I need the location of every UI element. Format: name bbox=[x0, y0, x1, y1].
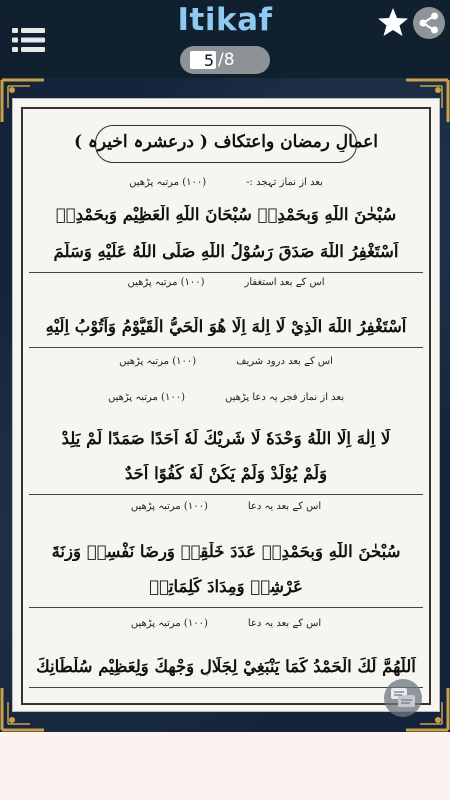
instruction-line bbox=[29, 501, 423, 512]
dua-line: سُبْحٰنَ اللّٰهِ وَبِحَمْدِهٖ سُبْحَانَ اللّٰهِ الْعَظِيْمِ وَبِحَمْدِهٖ bbox=[55, 205, 397, 224]
section-divider bbox=[29, 687, 423, 688]
page-indicator bbox=[180, 46, 270, 74]
page-number-input[interactable] bbox=[190, 51, 216, 69]
dua-line: اَللّٰهُمَّ لَكَ الْحَمْدُ كَمَا يَنْبَغِيْ لِجَلَالِ وَجْهِكَ وَلِعَظِيْمِ سُلْطَانِكَ bbox=[36, 657, 416, 676]
dua-line: وَلَمْ يُوْلَدْ وَلَمْ يَكُنْ لَّهٗ كُفُوًا اَحَدٌ bbox=[124, 464, 328, 483]
repeat-count: (۱۰۰) مرتبہ پڑھیں bbox=[107, 392, 185, 403]
instruction-line bbox=[29, 618, 423, 629]
share-icon[interactable] bbox=[412, 6, 446, 40]
scanned-page bbox=[12, 98, 440, 712]
instruction-text: اس کے بعد یہ دعا bbox=[247, 618, 322, 629]
instruction-text: اس کے بعد استغفار bbox=[244, 277, 325, 288]
section-divider bbox=[29, 607, 423, 608]
page-heading: اعمالِ رمضان واعتکاف ( درعشرہ اخیرہ ) bbox=[73, 132, 379, 152]
dua-line: عَرْشِهٖ وَمِدَادَ كَلِمَاتِهٖ bbox=[149, 577, 303, 596]
repeat-count: (۱۰۰) مرتبہ پڑھیں bbox=[130, 618, 208, 629]
dua-line: سُبْحٰنَ اللّٰهِ وَبِحَمْدِهٖ عَدَدَ خَلْقِهٖ وَرِضَا نَفْسِهٖ وَزِنَةَ bbox=[51, 542, 401, 561]
page-frame bbox=[21, 107, 431, 705]
instruction-text: اس کے بعد درود شریف bbox=[236, 356, 333, 367]
repeat-count: (۱۰۰) مرتبہ پڑھیں bbox=[127, 277, 205, 288]
repeat-count: (۱۰۰) مرتبہ پڑھیں bbox=[130, 501, 208, 512]
section-divider bbox=[29, 494, 423, 495]
chat-icon[interactable] bbox=[383, 678, 423, 718]
instruction-line bbox=[29, 356, 423, 367]
top-app-bar bbox=[0, 0, 450, 78]
app-title: Itikaf bbox=[177, 2, 273, 38]
page-total: /8 bbox=[218, 50, 235, 70]
instruction-text: اس کے بعد یہ دعا bbox=[247, 501, 322, 512]
instruction-line bbox=[29, 392, 423, 403]
instruction-line bbox=[29, 277, 423, 288]
section-divider bbox=[29, 347, 423, 348]
instruction-text: بعد از نماز تہجد :- bbox=[246, 177, 323, 188]
section-divider bbox=[29, 272, 423, 273]
bottom-blank-area bbox=[0, 732, 450, 800]
dua-line: اَسْتَغْفِرُ اللّٰهَ الَّذِيْ لَا اِلٰهَ اِلَّا هُوَ الْحَيُّ الْقَيُّوْمُ وَاَتُوْبُ اِلَيْهِ bbox=[45, 317, 407, 336]
dua-line: اَسْتَغْفِرُ اللّٰهَ صَدَقَ رَسُوْلُ اللّٰهِ صَلَّى اللّٰهُ عَلَيْهِ وَسَلَّمَ bbox=[53, 242, 399, 261]
repeat-count: (۱۰۰) مرتبہ پڑھیں bbox=[119, 356, 197, 367]
repeat-count: (۱۰۰) مرتبہ پڑھیں bbox=[129, 177, 207, 188]
instruction-text: بعد از نماز فجر یہ دعا پڑھیں bbox=[224, 392, 345, 403]
dua-line: لَا اِلٰهَ اِلَّا اللّٰهُ وَحْدَهٗ لَا شَرِيْكَ لَهٗ اَحَدًا صَمَدًا لَّمْ يَلِدْ bbox=[61, 429, 391, 448]
star-icon[interactable] bbox=[377, 6, 409, 38]
instruction-line bbox=[29, 177, 423, 188]
